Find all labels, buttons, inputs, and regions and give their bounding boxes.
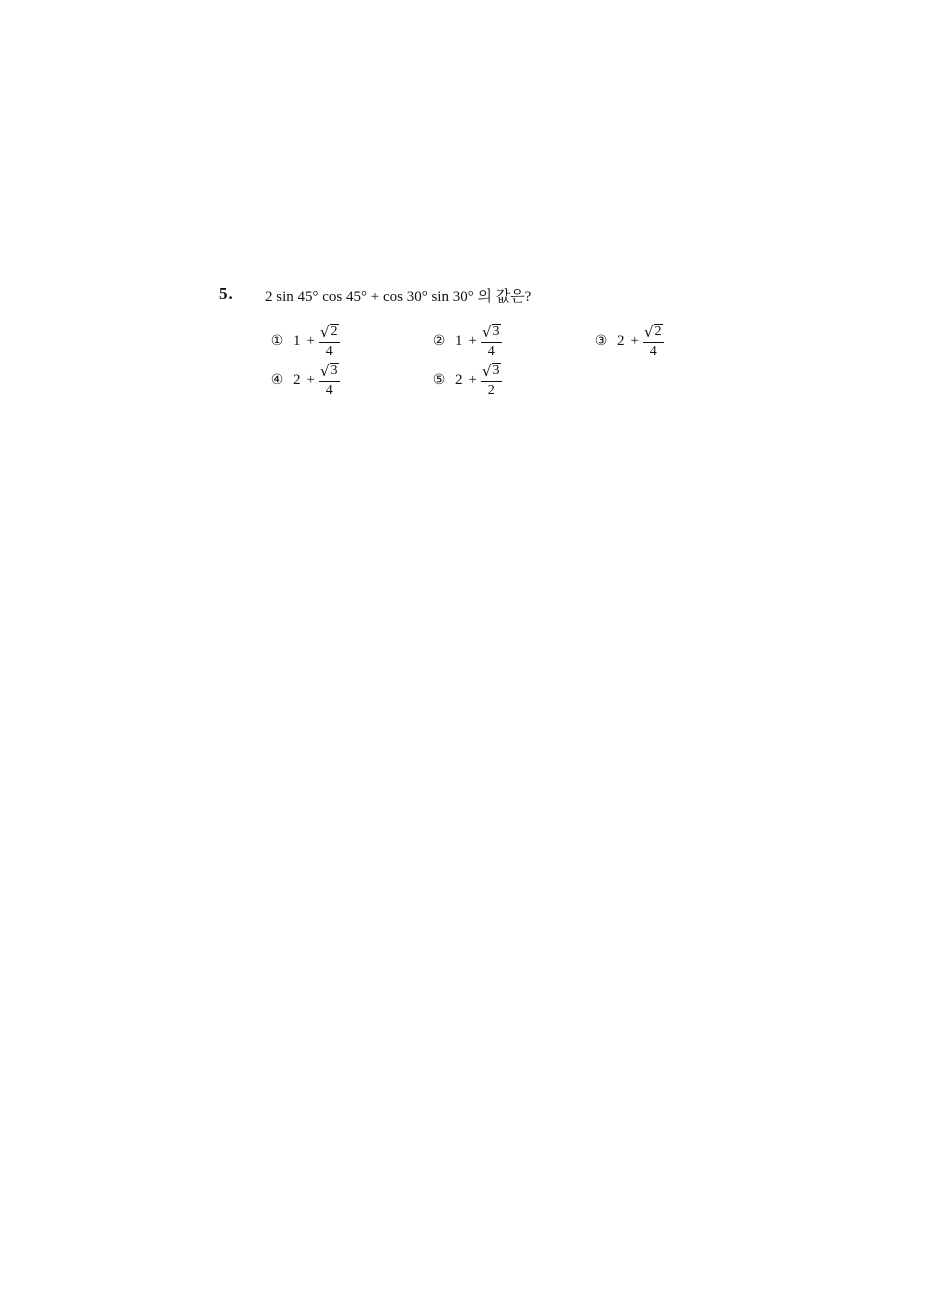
choice-1[interactable] — [270, 324, 340, 359]
fraction — [643, 324, 664, 359]
choice-marker: ② — [432, 333, 446, 350]
fraction-denominator: 2 — [487, 382, 495, 398]
plus-operator: + — [630, 332, 639, 349]
choice-5[interactable] — [432, 363, 502, 398]
fraction-denominator: 4 — [649, 343, 657, 359]
fraction-denominator: 4 — [325, 382, 333, 398]
plus-operator: + — [306, 332, 315, 349]
choice-lead-term: 2 — [617, 332, 625, 349]
fraction-numerator — [481, 324, 502, 342]
sqrt-icon: √ — [481, 361, 492, 380]
fraction — [481, 324, 502, 359]
choice-2[interactable] — [432, 324, 502, 359]
sqrt-icon: √ — [481, 322, 492, 341]
sqrt-icon: √ — [319, 322, 330, 341]
choice-lead-term: 1 — [455, 332, 463, 349]
fraction-numerator — [643, 324, 664, 342]
choice-marker: ⑤ — [432, 372, 446, 389]
fraction-numerator — [319, 363, 340, 381]
choice-marker: ④ — [270, 372, 284, 389]
sqrt-icon: √ — [319, 361, 330, 380]
plus-operator: + — [468, 371, 477, 388]
radicand: 2 — [654, 324, 662, 339]
fraction — [481, 363, 502, 398]
fraction-denominator: 4 — [325, 343, 333, 359]
radicand: 3 — [492, 363, 500, 378]
choice-3[interactable] — [594, 324, 664, 359]
plus-operator: + — [468, 332, 477, 349]
choice-marker: ③ — [594, 333, 608, 350]
fraction-numerator — [319, 324, 340, 342]
choice-4[interactable] — [270, 363, 340, 398]
question-number: 5. — [219, 284, 234, 303]
radicand: 3 — [330, 363, 338, 378]
fraction-numerator — [481, 363, 502, 381]
choice-lead-term: 2 — [293, 371, 301, 388]
radicand: 2 — [330, 324, 338, 339]
fraction-denominator: 4 — [487, 343, 495, 359]
fraction — [319, 324, 340, 359]
plus-operator: + — [306, 371, 315, 388]
radicand: 3 — [492, 324, 500, 339]
fraction — [319, 363, 340, 398]
choice-lead-term: 1 — [293, 332, 301, 349]
choice-marker: ① — [270, 333, 284, 350]
sqrt-icon: √ — [643, 322, 654, 341]
question-stem: 2 sin 45° cos 45° + cos 30° sin 30° 의 값은? — [265, 289, 532, 305]
choice-lead-term: 2 — [455, 371, 463, 388]
